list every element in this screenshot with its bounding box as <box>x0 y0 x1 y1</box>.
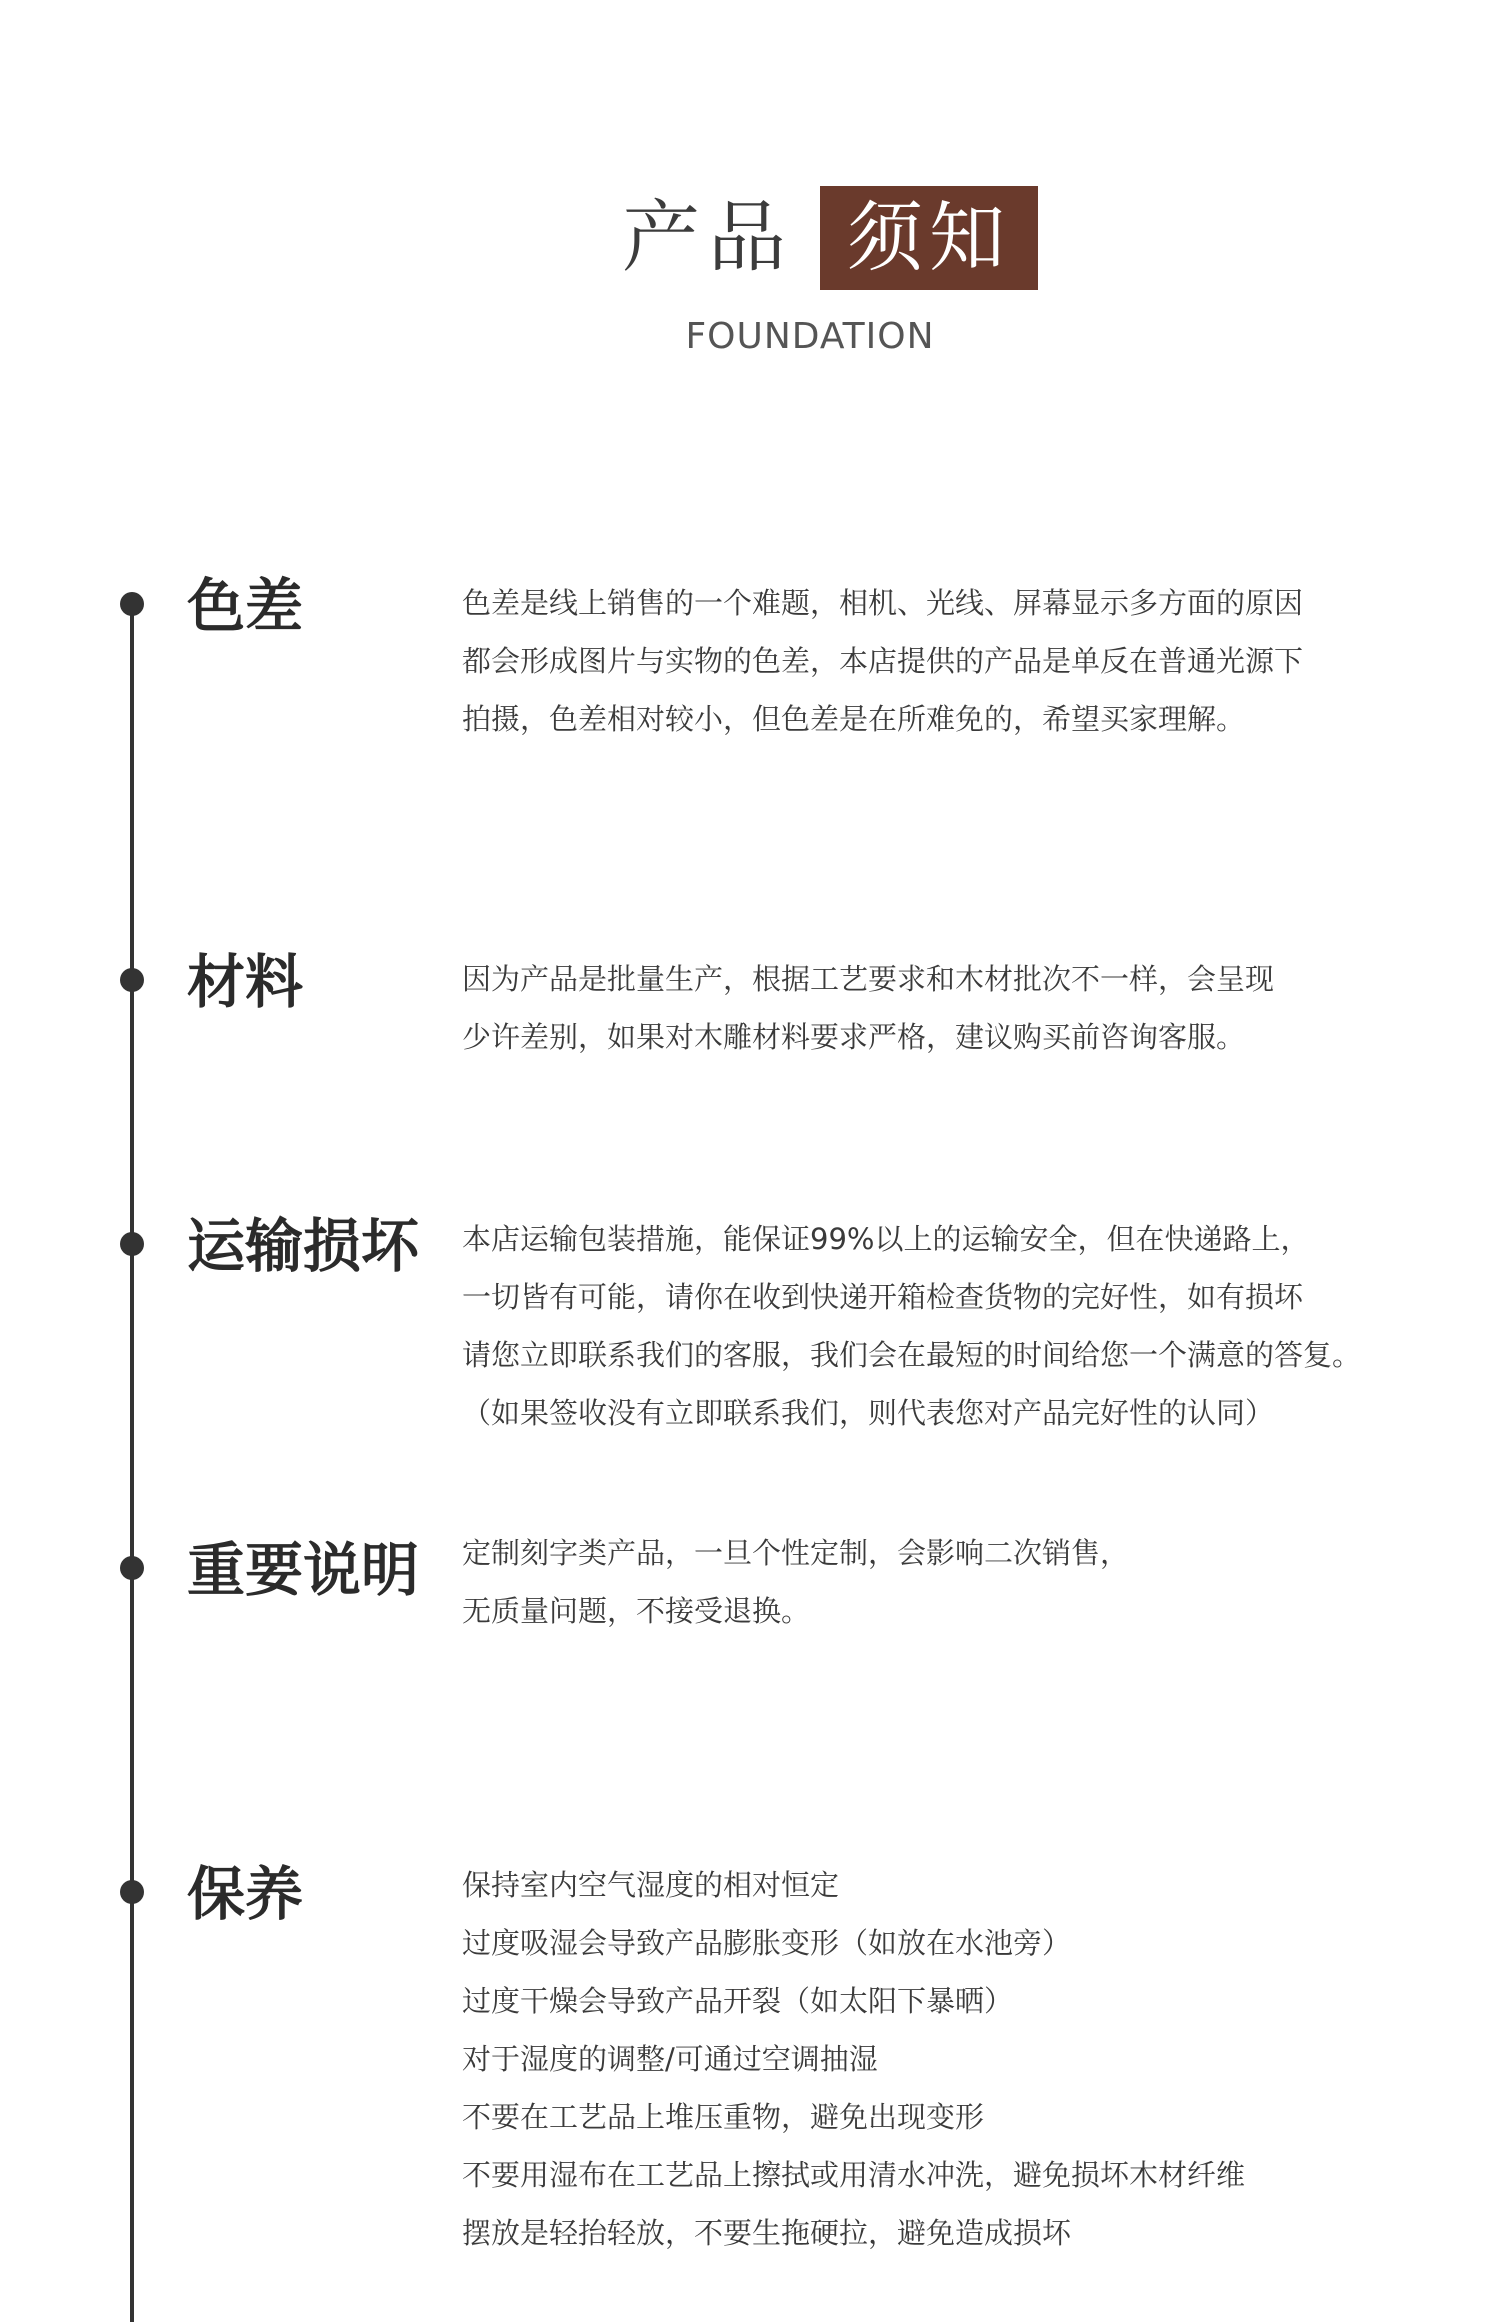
section-title: 材料 <box>187 948 304 1016</box>
section-body <box>462 1524 1482 1640</box>
title-plain-text: 产品 <box>622 193 795 283</box>
timeline-dot <box>120 1556 144 1580</box>
timeline-line <box>130 605 134 2322</box>
section-line: 一切皆有可能，请你在收到快递开箱检查货物的完好性，如有损坏 <box>462 1280 1304 1314</box>
section-line: 拍摄，色差相对较小，但色差是在所难免的，希望买家理解。 <box>462 702 1246 736</box>
section-line: 请您立即联系我们的客服，我们会在最短的时间给您一个满意的答复。 <box>462 1338 1362 1372</box>
section-body <box>462 1856 1482 2262</box>
timeline-dot <box>120 592 144 616</box>
section-line: 定制刻字类产品，一旦个性定制，会影响二次销售， <box>462 1536 1130 1570</box>
section-line: 摆放是轻抬轻放，不要生拖硬拉，避免造成损坏 <box>462 2216 1072 2250</box>
page-subtitle: FOUNDATION <box>685 316 935 357</box>
section-line: 不要在工艺品上堆压重物，避免出现变形 <box>462 2100 985 2134</box>
section-line: （如果签收没有立即联系我们，则代表您对产品完好性的认同） <box>462 1396 1275 1430</box>
section-line: 因为产品是批量生产，根据工艺要求和木材批次不一样，会呈现 <box>462 962 1275 996</box>
timeline-dot <box>120 968 144 992</box>
section-title: 重要说明 <box>187 1536 420 1604</box>
section-body <box>462 1210 1482 1442</box>
section-line: 色差是线上销售的一个难题，相机、光线、屏幕显示多方面的原因 <box>462 586 1304 620</box>
section-line: 过度干燥会导致产品开裂（如太阳下暴晒） <box>462 1984 1014 2018</box>
section-body <box>462 574 1482 748</box>
timeline-dot <box>120 1232 144 1256</box>
section-line: 都会形成图片与实物的色差，本店提供的产品是单反在普通光源下 <box>462 644 1304 678</box>
section-line: 本店运输包装措施，能保证99%以上的运输安全，但在快递路上， <box>462 1222 1310 1256</box>
section-title: 运输损坏 <box>187 1212 420 1280</box>
timeline-dot <box>120 1880 144 1904</box>
section-line: 无质量问题，不接受退换。 <box>462 1594 811 1628</box>
page-title <box>622 186 1038 290</box>
section-line: 保持室内空气湿度的相对恒定 <box>462 1868 840 1902</box>
section-body <box>462 950 1482 1066</box>
title-boxed-text: 须知 <box>820 186 1038 290</box>
section-line: 不要用湿布在工艺品上擦拭或用清水冲洗，避免损坏木材纤维 <box>462 2158 1246 2192</box>
section-line: 少许差别，如果对木雕材料要求严格，建议购买前咨询客服。 <box>462 1020 1246 1054</box>
section-line: 过度吸湿会导致产品膨胀变形（如放在水池旁） <box>462 1926 1072 1960</box>
section-line: 对于湿度的调整/可通过空调抽湿 <box>462 2042 878 2076</box>
section-title: 保养 <box>187 1860 304 1928</box>
section-title: 色差 <box>187 572 304 640</box>
